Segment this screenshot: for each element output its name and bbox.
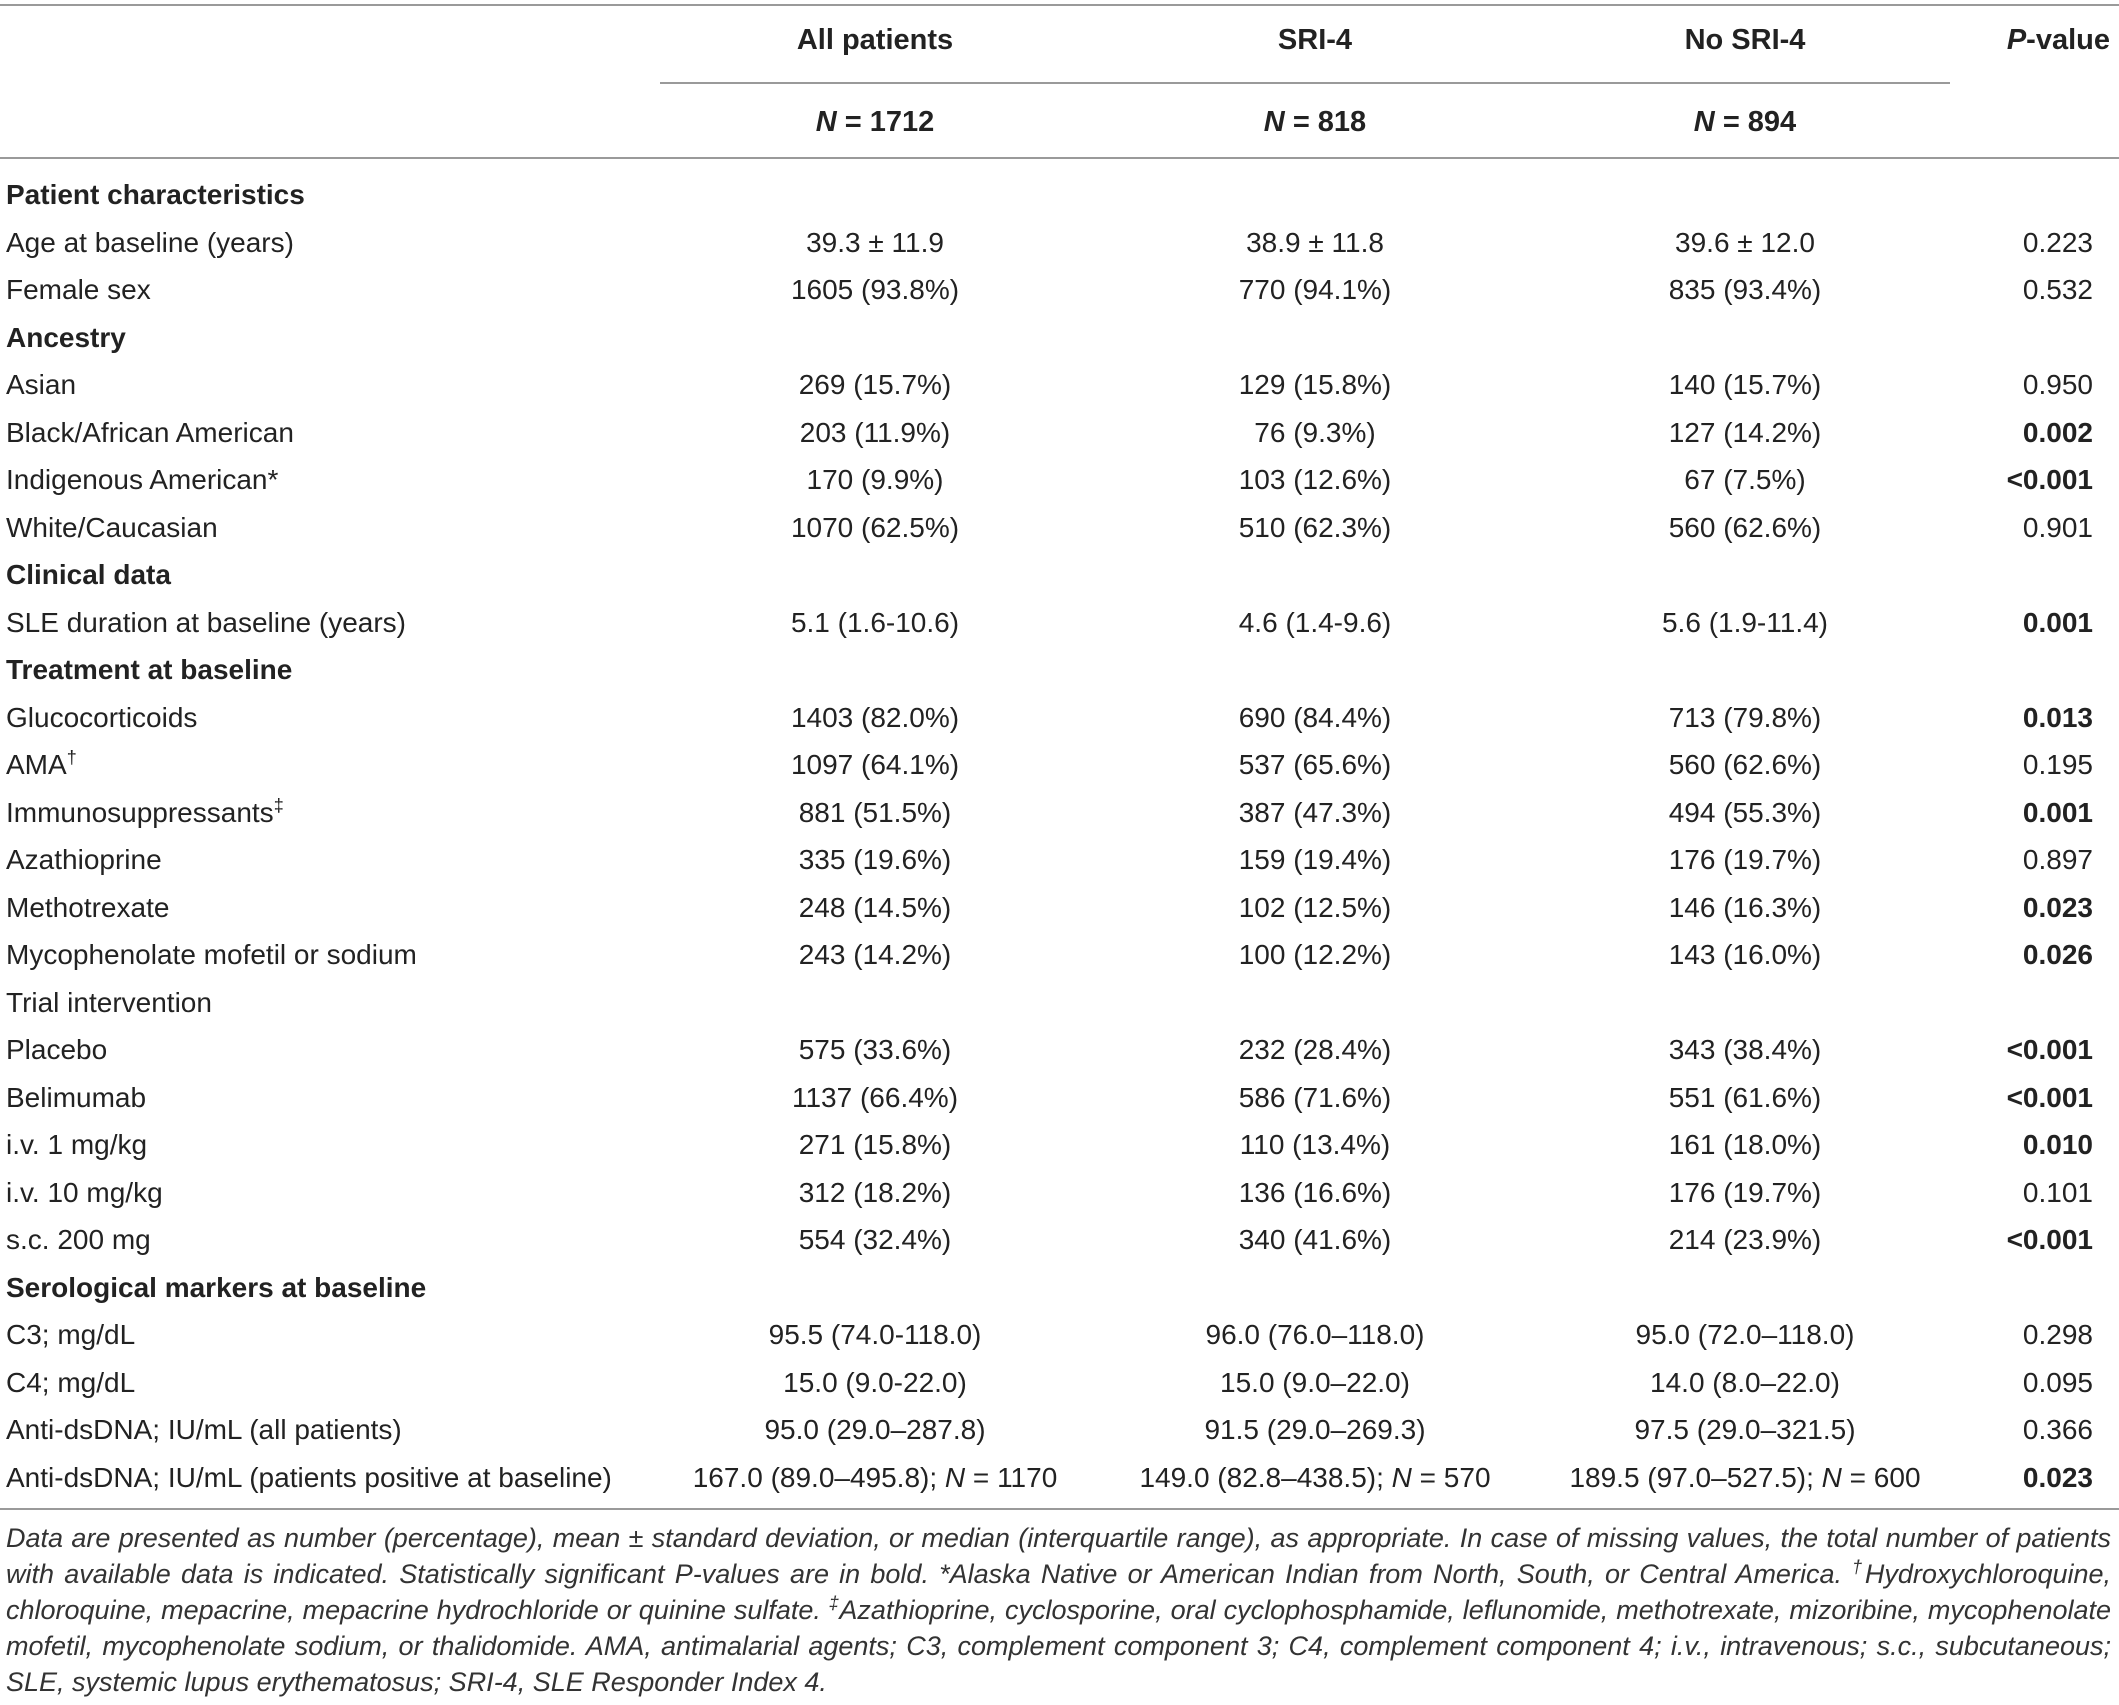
cell-sri4: 15.0 (9.0–22.0) [1220,1366,1410,1398]
cell-sri4: 103 (12.6%) [1238,464,1392,495]
cell-pvalue: 0.001 [2022,606,2093,638]
row-label [6,1026,107,1074]
row-label-text: Treatment at baseline [6,654,293,685]
n-sri4 [1100,102,1530,142]
cell-sri4: 100 (12.2%) [1238,939,1392,970]
cell-sri4: 586 (71.6%) [1238,1081,1392,1113]
cell-sri4: 76 (9.3%) [1254,416,1376,448]
cell-no-sri4: 39.6 ± 12.0 [1675,226,1815,258]
cell-sri4: 510 (62.3%) [1238,511,1392,543]
row-label-text: Ancestry [6,321,126,353]
cell-no-sri4: 140 (15.7%) [1668,369,1822,400]
cell-all-patients [660,1454,1090,1502]
row-label-text: C4; mg/dL [6,1366,136,1398]
cell-value: 167.0 (89.0–495.8); [692,1461,945,1493]
row-label-text: SLE duration at baseline (years) [6,606,406,638]
row-label-text: Immunosuppressants [6,796,274,828]
cell-all-patients: 554 (32.4%) [798,1224,952,1255]
section-label [6,171,305,219]
table-row [0,836,2119,884]
cell-no-sri4: 97.5 (29.0–321.5) [1634,1414,1856,1445]
cell-pvalue: <0.001 [2006,1034,2093,1065]
section-label [6,551,171,599]
footnote-marker: ‡ [273,795,284,816]
cell-value: 149.0 (82.8–438.5); [1139,1461,1392,1493]
cell-all-patients: 1403 (82.0%) [790,701,960,733]
row-label-text: Patient characteristics [6,179,305,210]
header-bottom-rule [0,157,2119,159]
cell-no-sri4 [1530,1454,1960,1502]
table-bottom-rule [0,1508,2119,1510]
cell-no-sri4: 560 (62.6%) [1668,511,1822,543]
cell-pvalue: 0.013 [2022,701,2093,733]
table-top-rule [0,4,2119,6]
row-label [6,361,76,409]
cell-no-sri4: 713 (79.8%) [1668,701,1822,733]
table-row [0,1454,2119,1502]
row-label-text: i.v. 10 mg/kg [6,1176,163,1208]
table-row [0,456,2119,504]
row-label [6,789,284,837]
cell-no-sri4: 146 (16.3%) [1668,891,1822,923]
cell-pvalue: 0.101 [2022,1176,2093,1208]
cell-all-patients: 95.5 (74.0-118.0) [768,1319,982,1350]
cell-pvalue: 0.026 [2022,939,2093,970]
table-row [0,789,2119,837]
header-subrule [660,82,1950,84]
cell-pvalue: 0.298 [2022,1319,2093,1350]
row-label-text: AMA [6,749,67,780]
table-row [0,409,2119,457]
table-row [0,884,2119,932]
footnote-dagger: † [1852,1557,1865,1577]
cell-all-patients: 1097 (64.1%) [790,749,960,780]
n-value: = 818 [1292,106,1367,138]
cell-all-patients: 39.3 ± 11.9 [806,226,944,258]
cell-all-patients: 243 (14.2%) [798,939,952,970]
cell-sri4: 537 (65.6%) [1238,749,1392,780]
row-label-text: i.v. 1 mg/kg [6,1129,148,1160]
cell-no-sri4: 95.0 (72.0–118.0) [1635,1319,1855,1350]
cell-sri4: 4.6 (1.4-9.6) [1238,606,1392,638]
table-row [0,1311,2119,1359]
cell-pvalue: 0.223 [2022,226,2093,258]
cell-sri4: 102 (12.5%) [1238,891,1392,923]
row-label-text: C3; mg/dL [6,1319,136,1350]
cell-pvalue: 0.950 [2022,369,2093,400]
cell-pvalue: 0.010 [2022,1129,2093,1160]
row-label-text: Mycophenolate mofetil or sodium [6,939,417,970]
row-label-text: Belimumab [6,1081,147,1113]
row-label-text: White/Caucasian [6,511,218,543]
cell-all-patients: 1605 (93.8%) [790,274,960,305]
table-row [0,979,2119,1027]
cell-all-patients: 1070 (62.5%) [790,511,960,543]
row-label-text: Trial intervention [6,986,212,1018]
table-footnote [6,1520,2111,1700]
section-header-row [0,1264,2119,1312]
row-label [6,266,151,314]
cell-pvalue: 0.023 [2022,891,2093,923]
cell-all-patients: 15.0 (9.0-22.0) [783,1366,967,1398]
cell-no-sri4: 161 (18.0%) [1668,1129,1822,1160]
footnote-marker: † [66,747,77,768]
table-row [0,1121,2119,1169]
n-value: = 894 [1722,106,1797,138]
cell-pvalue: 0.366 [2022,1414,2093,1445]
cell-sri4: 38.9 ± 11.8 [1246,226,1384,258]
table-row [0,1169,2119,1217]
cell-pvalue: 0.002 [2022,416,2093,448]
cell-pvalue: 0.901 [2022,511,2093,543]
table-row [0,1216,2119,1264]
cell-sri4: 387 (47.3%) [1238,796,1392,828]
cell-pvalue: <0.001 [2006,464,2093,495]
cell-no-sri4: 127 (14.2%) [1668,416,1822,448]
n-no-sri4 [1530,102,1960,142]
row-label [6,1216,151,1264]
row-label [6,1406,402,1454]
row-label-text: Anti-dsDNA; IU/mL (all patients) [6,1414,402,1445]
cell-sri4: 159 (19.4%) [1238,844,1392,875]
cell-no-sri4: 143 (16.0%) [1668,939,1822,970]
cell-all-patients: 170 (9.9%) [806,464,944,495]
row-label-text: Clinical data [6,559,171,590]
section-label [6,646,292,694]
row-label-text: Female sex [6,274,151,305]
row-label-text: Methotrexate [6,891,170,923]
row-label [6,979,212,1027]
row-label [6,409,294,457]
row-label [6,599,406,647]
section-header-row [0,551,2119,599]
row-label [6,884,169,932]
n-label: N [1263,106,1285,138]
row-label [6,504,218,552]
n-value: = 570 [1411,1461,1491,1493]
table-body [0,171,2119,1501]
cell-sri4: 96.0 (76.0–118.0) [1205,1319,1425,1350]
row-label-text: Placebo [6,1034,108,1065]
cell-all-patients: 95.0 (29.0–287.8) [764,1414,986,1445]
cell-all-patients: 271 (15.8%) [798,1129,952,1160]
n-all-patients [660,102,1090,142]
n-label: N [944,1461,966,1493]
col-header-all-patients: All patients [796,24,954,56]
row-label [6,741,77,789]
cell-sri4: 232 (28.4%) [1238,1034,1392,1065]
n-label: N [1391,1461,1412,1493]
cell-sri4 [1100,1454,1530,1502]
row-label [6,1359,135,1407]
cell-sri4: 690 (84.4%) [1238,701,1392,733]
cell-no-sri4: 551 (61.6%) [1668,1081,1822,1113]
footnote-double-dagger: ‡ [828,1593,840,1613]
cell-pvalue: 0.532 [2022,274,2093,305]
cell-pvalue: 0.023 [2022,1461,2093,1493]
col-header-sri4: SRI-4 [1277,24,1353,56]
cell-all-patients: 881 (51.5%) [798,796,952,828]
cell-all-patients: 269 (15.7%) [798,369,952,400]
row-label-text: s.c. 200 mg [6,1224,151,1255]
section-header-row [0,646,2119,694]
cell-no-sri4: 176 (19.7%) [1668,1176,1822,1208]
cell-no-sri4: 494 (55.3%) [1668,796,1822,828]
n-value: = 1170 [965,1461,1058,1493]
cell-all-patients: 312 (18.2%) [798,1176,952,1208]
table-row [0,266,2119,314]
row-label [6,1074,146,1122]
cell-sri4: 91.5 (29.0–269.3) [1204,1414,1426,1445]
cell-pvalue: 0.001 [2022,796,2093,828]
section-label [6,1264,426,1312]
n-value: = 1712 [844,106,935,138]
table-row [0,1026,2119,1074]
table-row [0,599,2119,647]
cell-all-patients: 5.1 (1.6-10.6) [790,606,960,638]
cell-no-sri4: 343 (38.4%) [1668,1034,1822,1065]
cell-all-patients: 1137 (66.4%) [791,1081,959,1113]
cell-pvalue: <0.001 [2006,1081,2093,1113]
cell-sri4: 340 (41.6%) [1238,1224,1392,1255]
n-label: N [1693,106,1715,138]
row-label-text: Serological markers at baseline [6,1271,427,1303]
col-header-no-sri4: No SRI-4 [1684,24,1806,56]
row-label [6,456,278,504]
cell-value: 189.5 (97.0–527.5); [1569,1461,1822,1493]
row-label [6,836,162,884]
row-label [6,1454,612,1502]
cell-all-patients: 575 (33.6%) [798,1034,952,1065]
footnote-text-2: Hydroxychloroquine, chloroquine, mepacrine, mepacrine hydrochloride or quinine sulfate. [6,1559,2112,1625]
table-row [0,504,2119,552]
row-label-text: Anti-dsDNA; IU/mL (patients positive at baseline) [6,1461,612,1493]
cell-sri4: 110 (13.4%) [1239,1129,1391,1160]
row-label-text: Black/African American [6,416,294,448]
col-header-pvalue [1960,20,2110,60]
row-label [6,694,197,742]
row-label [6,1311,135,1359]
n-label: N [815,106,837,138]
cell-no-sri4: 14.0 (8.0–22.0) [1650,1366,1840,1398]
cell-pvalue: 0.095 [2022,1366,2093,1398]
cell-all-patients: 335 (19.6%) [798,844,952,875]
cell-no-sri4: 560 (62.6%) [1668,749,1822,780]
cell-all-patients: 248 (14.5%) [798,891,952,923]
cell-pvalue: 0.897 [2022,844,2093,875]
pvalue-suffix: -value [2026,24,2110,56]
row-label-text: Azathioprine [6,844,162,875]
n-label: N [1821,1461,1842,1493]
footnote-text-3: Azathioprine, cyclosporine, oral cyclophosphamide, leflunomide, methotrexate, mizoribine, mycophenolate mofetil, mycophenolate sodium, or thalidomide. AMA, antimalarial agents; C3, complement component 3; C4, complement component 4; i.v., intravenous; s.c., subcutaneous; SLE, systemic lupus erythematosus; SRI-4, SLE Responder Index 4. [6,1595,2112,1697]
table-row [0,741,2119,789]
cell-no-sri4: 835 (93.4%) [1668,274,1822,305]
row-label-text: Asian [6,369,77,400]
row-label-text: Glucocorticoids [6,701,198,733]
section-header-row [0,171,2119,219]
table-row [0,694,2119,742]
cell-sri4: 136 (16.6%) [1238,1176,1392,1208]
row-label [6,1121,147,1169]
cell-all-patients: 203 (11.9%) [799,416,951,448]
pvalue-italic-p: P [2006,24,2027,56]
row-label-text: Age at baseline (years) [6,226,294,258]
table-row [0,1406,2119,1454]
n-value: = 600 [1841,1461,1921,1493]
cell-pvalue: <0.001 [2006,1224,2093,1255]
cell-no-sri4: 67 (7.5%) [1684,464,1806,495]
table-row [0,931,2119,979]
section-header-row [0,314,2119,362]
section-label [6,314,126,362]
cell-no-sri4: 176 (19.7%) [1668,844,1822,875]
table-row [0,361,2119,409]
row-label-text: Indigenous American* [6,464,279,495]
footnote-text-1: Data are presented as number (percentage), mean ± standard deviation, or median (interquartile range), as appropriate. In case of missing values, the total number of patients with available data is indicated. Statistically significant P-values are in bold. *Alaska Native or American Indian from North, South, or Central America. [6,1523,2111,1589]
cell-sri4: 770 (94.1%) [1238,274,1392,305]
table-row [0,219,2119,267]
cell-pvalue: 0.195 [2022,749,2093,780]
table-row [0,1359,2119,1407]
row-label [6,931,417,979]
row-label [6,219,294,267]
table-row [0,1074,2119,1122]
cell-no-sri4: 5.6 (1.9-11.4) [1661,606,1829,638]
cell-sri4: 129 (15.8%) [1238,369,1392,400]
cell-no-sri4: 214 (23.9%) [1668,1224,1822,1255]
row-label [6,1169,163,1217]
